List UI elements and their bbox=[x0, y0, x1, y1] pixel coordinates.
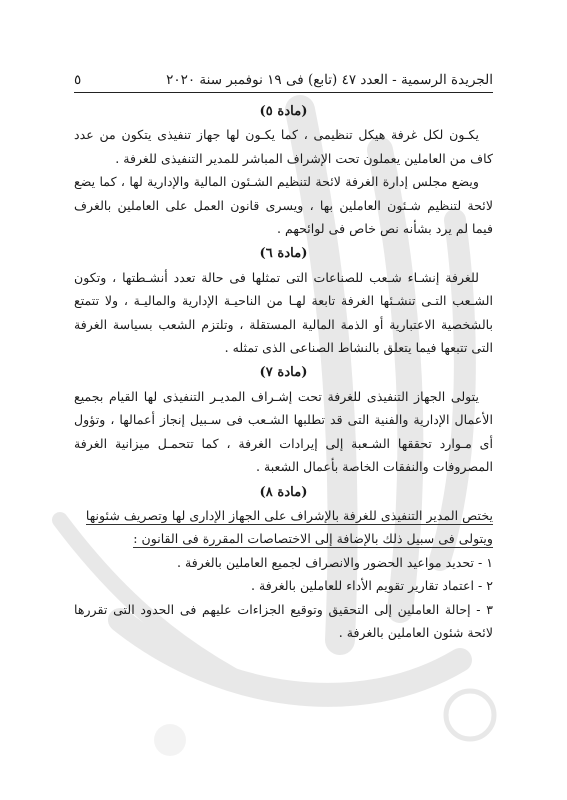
underlined-text: يختص المدير التنفيذى للغرفة بالإشراف على الجهاز الإدارى لها وتصريف شئونها bbox=[85, 507, 493, 523]
article-intro-line bbox=[74, 527, 493, 550]
list-item: ٣ - إحالة العاملين إلى التحقيق وتوقيع الجزاءات عليهم فى الحدود التى تقررها لائحة شئون العاملين بالغرفة . bbox=[74, 601, 493, 640]
article-paragraph: يكـون لكل غرفة هيكل تنظيمى ، كما يكـون لها جهاز تنفيذى يتكون من عدد كاف من العاملين يعملون تحت الإشراف المباشر للمدير التنفيذى للغرفة . bbox=[74, 127, 493, 166]
article-title: (مادة ٨) bbox=[259, 484, 308, 500]
header-divider bbox=[74, 92, 493, 93]
list-item: ٢ - اعتماد تقارير تقويم الأداء للعاملين بالغرفة . bbox=[250, 578, 493, 594]
list-item: ١ - تحديد مواعيد الحضور والانصراف لجميع العاملين بالغرفة . bbox=[176, 554, 493, 570]
article-title: (مادة ٥) bbox=[259, 104, 308, 119]
underlined-text: ويتولى فى سبيل ذلك بالإضافة إلى الاختصاصات المقررة فى القانون : bbox=[133, 531, 493, 547]
page-number: ٥ bbox=[74, 72, 82, 88]
header-title: الجريدة الرسمية - العدد ٤٧ (تابع) فى ١٩ نوفمبر سنة ٢٠٢٠ bbox=[166, 72, 493, 88]
article-intro-line bbox=[74, 504, 493, 527]
page-header bbox=[74, 58, 493, 88]
article-title: (مادة ٦) bbox=[259, 246, 308, 262]
article-paragraph: للغرفة إنشـاء شـعب للصناعات التى تمثلها فى حالة تعدد أنشـطتها ، وتكون الشـعب التـى تنشـئها الغرفة تابعة لهـا من الناحيـة الإدارية والماليـة ، ولا تتمتع بالشخصية الاعتبارية أو الذمة المالية المستقلة ، وتلتزم الشعب بسياسة الغرفة التى تتبعها فيما يتعلق بالنشاط الصناعى الذى تمثله . bbox=[74, 269, 493, 356]
document-body bbox=[74, 98, 493, 644]
article-title: (مادة ٧) bbox=[259, 365, 308, 381]
article-paragraph: يتولى الجهاز التنفيذى للغرفة تحت إشـراف المديـر التنفيذى لها القيام بجميع الأعمال الإدارية والفنية التى قد تطلبها الشـعب فى سـبيل إنجاز أعمالها ، وتؤول أى مـوارد تحققها الشـعبة إلى إيرادات الغرفة ، كما تتحمـل ميزانية الغرفة المصروفات والنفقات الخاصة بأعمال الشعبة . bbox=[74, 388, 493, 475]
article-paragraph: ويضع مجلس إدارة الغرفة لائحة لتنظيم الشـئون المالية والإدارية لها ، كما يضع لائحة لتنظيم شـئون العاملين بها ، ويسرى قانون العمل على العاملين بالغرف فيما لم يرد بشأنه نص خاص فى لوائحهم . bbox=[74, 174, 493, 237]
